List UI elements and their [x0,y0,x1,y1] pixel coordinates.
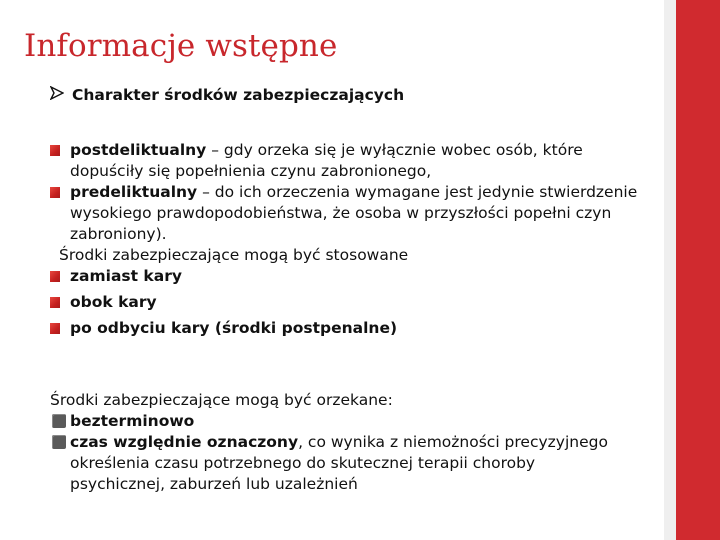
checkbox-bullet-icon [52,414,66,428]
orders-list [50,390,608,495]
list-item [50,318,637,339]
item-continuation: psychicznej, zaburzeń lub uzależnień [70,475,358,493]
subheading [50,86,404,104]
usage-item: obok kary [70,293,157,311]
side-strip-gap [664,0,676,540]
item-text: – do ich orzeczenia wymagane jest jedynie stwierdzenie [197,183,638,201]
term: postdeliktualny [70,141,207,159]
usage-item: zamiast kary [70,267,182,285]
list-item [50,140,637,161]
item-continuation: zabroniony). [70,225,167,243]
item-continuation: określenia czasu potrzebnego do skutecznej terapii choroby [70,454,536,472]
list-item [50,292,637,313]
list-item [50,182,637,203]
arrow-bullet-icon [50,86,66,104]
subheading-text: Charakter środków zabezpieczających [72,86,405,104]
item-continuation: wysokiego prawdopodobieństwa, że osoba w przyszłości popełni czyn [70,204,612,222]
item-text: , co wynika z niemożności precyzyjnego [298,433,608,451]
slide-title: Informacje wstępne [24,28,338,64]
square-bullet-icon [50,145,60,156]
checkbox-bullet-icon [52,435,66,449]
side-accent-strip [676,0,720,540]
term: czas względnie oznaczony [70,433,299,451]
character-list [50,140,637,339]
square-bullet-icon [50,323,60,334]
square-bullet-icon [50,187,60,198]
square-bullet-icon [50,271,60,282]
list-item [50,432,608,453]
orders-heading: Środki zabezpieczające mogą być orzekane: [50,391,393,409]
list-item [50,411,608,432]
term: predeliktualny [70,183,198,201]
item-continuation: dopuściły się popełnienia czynu zabronionego, [70,162,432,180]
list-item [50,266,637,287]
usage-heading: Środki zabezpieczające mogą być stosowane [59,246,409,264]
usage-item: po odbyciu kary (środki postpenalne) [70,319,398,337]
square-bullet-icon [50,297,60,308]
term: bezterminowo [70,412,195,430]
item-text: – gdy orzeka się je wyłącznie wobec osób, które [206,141,583,159]
